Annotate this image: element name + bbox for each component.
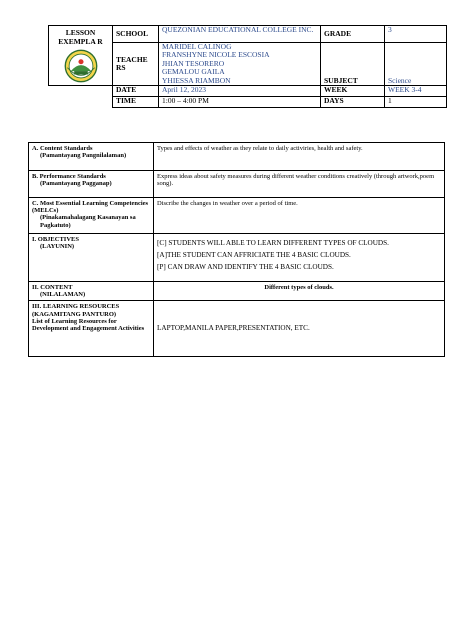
resources-value: LAPTOP,MANILA PAPER,PRESENTATION, ETC.: [154, 301, 445, 357]
subject-value: Science: [385, 43, 447, 86]
teacher-name: YHIESSA RIAMBON: [162, 75, 231, 85]
melcs-value: Discribe the changes in weather over a period of time.: [154, 198, 445, 234]
logo-spacer: [49, 86, 113, 97]
content-value: Different types of clouds.: [154, 282, 445, 301]
melcs-sub: (Pinakamahalagang Kasanayan sa Pagkatuto): [40, 214, 136, 229]
week-value: WEEK 3-4: [385, 86, 447, 97]
content-standards-sub: (Pamantayang Pangnilalaman): [40, 152, 127, 160]
resources-list-label: List of Learning Resources for Development and Engagement Activities: [32, 317, 145, 333]
content-standards-label: A. Content Standards: [32, 145, 93, 152]
teachers-label: TEACHE RS: [113, 43, 159, 86]
resources-label: III. LEARNING RESOURCES: [32, 303, 120, 311]
lesson-exemplar-title: LESSON EXEMPLA R: [58, 28, 103, 46]
melcs-label: C. Most Essential Learning Competencies (MELCs): [32, 200, 149, 215]
teacher-name: GEMALOU GAILA: [162, 67, 225, 77]
date-value: April 12, 2023: [159, 86, 321, 97]
school-value: QUEZONIAN EDUCATIONAL COLLEGE INC.: [159, 26, 321, 43]
table-row: [29, 234, 445, 282]
table-row: [29, 301, 445, 357]
school-seal-logo: [64, 49, 98, 83]
table-row: [29, 143, 445, 171]
time-label: TIME: [113, 97, 159, 108]
teacher-name: MARIDEL CALINOG: [162, 42, 232, 51]
date-label: DATE: [113, 86, 159, 97]
logo-cell: [49, 26, 113, 86]
objective-item: [P] CAN DRAW AND IDENTIFY THE 4 BASIC CLOUDS.: [157, 263, 334, 272]
teacher-name: JHIAN TESORERO: [162, 58, 225, 68]
content-label: II. CONTENT: [32, 284, 73, 291]
performance-standards-label: B. Performance Standards: [32, 173, 106, 180]
lesson-plan-table: [28, 142, 445, 357]
teacher-name: FRANSHYNE NICOLE ESCOSIA: [162, 50, 270, 60]
time-value: 1:00 – 4:00 PM: [159, 97, 321, 108]
days-label: DAYS: [321, 97, 385, 108]
objectives-list: [154, 234, 445, 282]
performance-standards-sub: (Pamantayang Pagganap): [40, 180, 112, 188]
table-row: [29, 171, 445, 198]
school-label: SCHOOL: [113, 26, 159, 43]
teachers-list: [159, 43, 321, 86]
subject-label: SUBJECT: [321, 43, 385, 86]
grade-label: GRADE: [321, 26, 385, 43]
objective-item: [C] STUDENTS WILL ABLE TO LEARN DIFFERENT TYPES OF CLOUDS.: [157, 239, 389, 247]
logo-spacer: [49, 97, 113, 108]
performance-standards-value: Express ideas about safety measures during different weather conditions creatively (through artwork,poem song).: [154, 171, 445, 198]
objective-item: [A]THE STUDENT CAN AFFRICIATE THE 4 BASIC CLOUDS.: [157, 251, 351, 260]
content-standards-value: Types and effects of weather as they relate to daily activiries, health and safety.: [154, 143, 445, 171]
objectives-label: I. OBJECTIVES: [32, 236, 79, 243]
days-value: 1: [385, 97, 447, 108]
week-label: WEEK: [321, 86, 385, 97]
table-row: [29, 282, 445, 301]
objectives-sub: (LAYUNIN): [40, 243, 75, 251]
table-row: [29, 198, 445, 234]
lesson-header-table: [48, 25, 447, 108]
resources-sub: (KAGAMITANG PANTURO): [32, 310, 117, 318]
grade-value: 3: [385, 26, 447, 43]
content-sub: (NILALAMAN): [40, 291, 86, 299]
